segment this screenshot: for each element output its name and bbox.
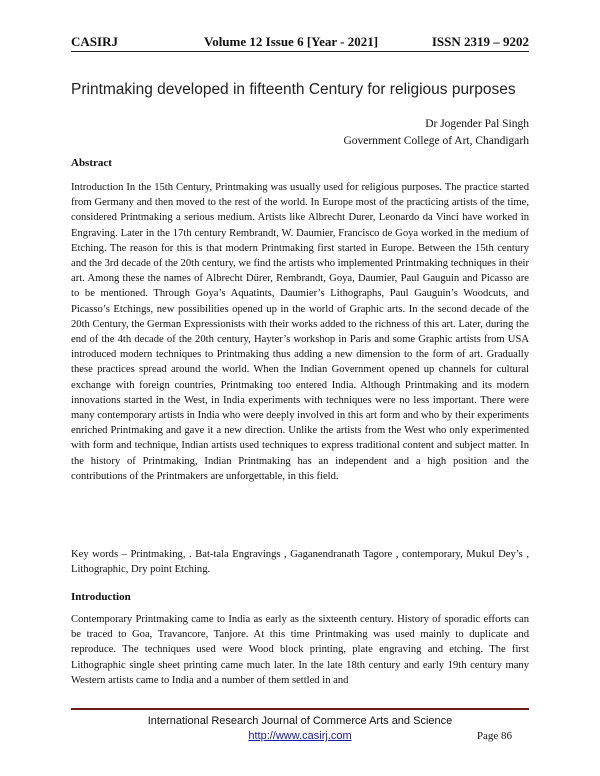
keywords: Key words – Printmaking, . Bat-tala Engravings , Gaganendranath Tagore , contemporary, Mukul Dey’s , Lithographic, Dry point Etching. (71, 549, 529, 576)
footer-divider (71, 708, 529, 710)
article-title: Printmaking developed in fifteenth Century for religious purposes (71, 81, 516, 98)
footer-url-link[interactable]: http://www.casirj.com (248, 730, 352, 742)
author-affiliation: Government College of Art, Chandigarh (343, 135, 529, 147)
introduction-heading: Introduction (71, 591, 131, 603)
abstract-text: Introduction In the 15th Century, Printmaking was usually used for religious purposes. The practice started from Germany and then moved to the rest of the world. In Europe most of the practicing artists of the time, considered Printmaking a serious medium. Artists like Albrecht Durer, Leonardo da Vinci have worked in Engraving. Later in the 17th century Rembrandt, W. Daumier, Francisco de Goya worked in the medium of Etching. The reason for this is that modern Printmaking first started in Europe. Between the 15th century and the 3rd decade of the 20th century, we find the artists who implemented Printmaking techniques in their art. Among these the names of Albrecht Dürer, Rembrandt, Goya, Daumier, Paul Gauguin and Picasso are to be mentioned. Through Goya’s Aquatints, Daumier’s Lithographs, Paul Gauguin’s Woodcuts, and Picasso’s Etchings, new possibilities opened up in the world of Graphic arts. In the second decade of the 20th Century, the German Expressionists with their works added to the richness of this art. Later, during the end of the 4th decade of the 20th century, Hayter’s workshop in Paris and some Graphic artists from USA introduced modern techniques to Printmaking thus adding a new dimension to the form of art. Gradually these practices spread around the world. When the Indian Government opened up channels for cultural exchange with foreign countries, Printmaking too entered India. Although Printmaking and its modern innovations started in the West, in India experiments with techniques were no less important. There were many contemporary artists in India who were deeply involved in this art form and who by their experiments enriched Printmaking and gave it a new direction. Unlike the artists from the West who only experimented with form and technique, Indian artists used techniques to express traditional content and subject matter. In the history of Printmaking, Indian Printmaking has an independent and a high position and the contributions of the Printmakers are unforgettable, in this field. (71, 182, 529, 482)
author-block (343, 116, 529, 150)
author-name: Dr Jogender Pal Singh (425, 118, 529, 130)
page-number: Page 86 (476, 730, 512, 742)
header-issn: ISSN 2319 – 9202 (431, 34, 529, 49)
header-volume: Volume 12 Issue 6 [Year - 2021] (204, 34, 379, 49)
introduction-text: Contemporary Printmaking came to India as early as the sixteenth century. History of sporadic efforts can be traced to Goa, Travancore, Tanjore. At this time Printmaking was used mainly to duplicate and reproduce. The techniques used were Wood block printing, plate engraving and etching. The first Lithographic single sheet printing came much later. In the late 18th century and early 19th century many Western artists came to India and a number of them settled in and (71, 614, 529, 686)
header-divider (71, 51, 529, 52)
footer-journal: International Research Journal of Commerce Arts and Science (147, 715, 453, 727)
header-journal: CASIRJ (71, 34, 118, 49)
running-header (71, 34, 529, 52)
abstract-heading: Abstract (71, 157, 112, 169)
